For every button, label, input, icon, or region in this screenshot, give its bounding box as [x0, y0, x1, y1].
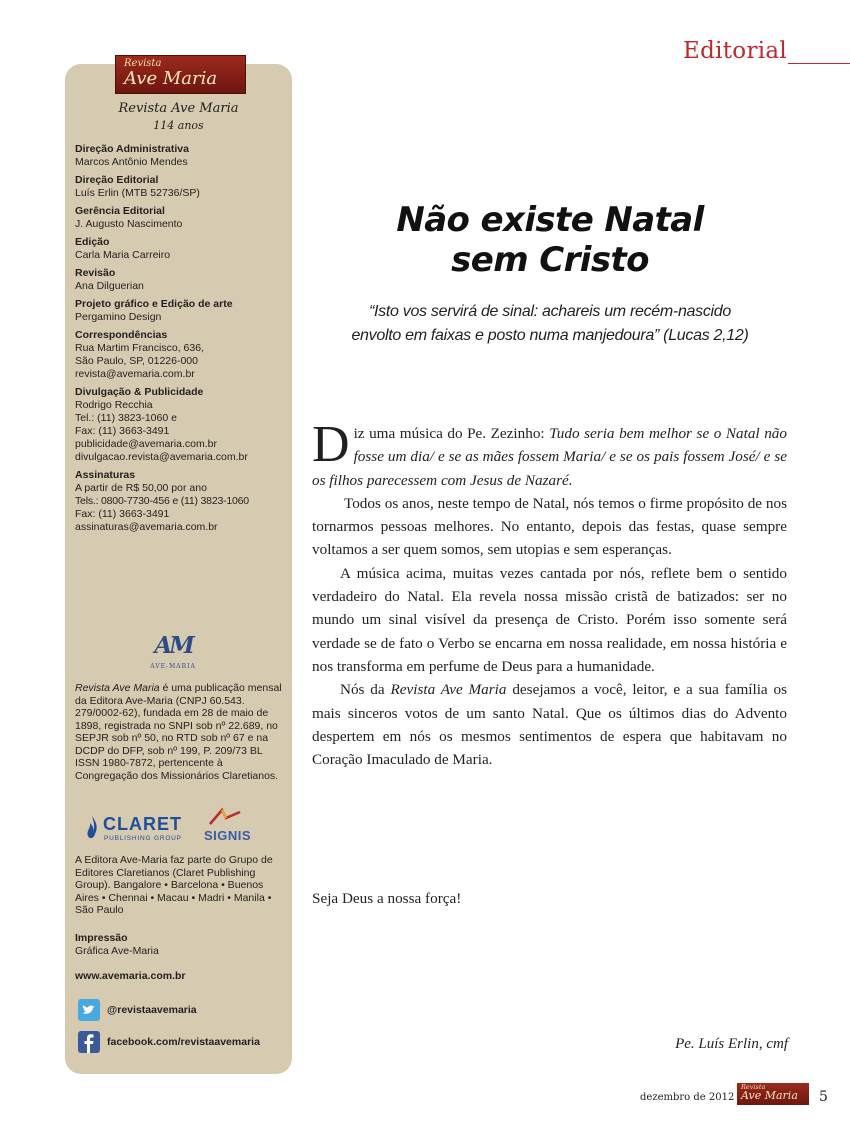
- publisher-logo-caption: AVE-MARIA: [150, 663, 196, 670]
- paragraph: A música acima, muitas vezes cantada por nós, reflete bem o sentido verdadeiro do Natal. Ela revela nossa missão cristã de batizados: ser no mundo um sinal visível da presença de Cristo. Porém isso somente será verdade se de fato o Verbo se encarna em nossa realidade, em nossa história e nos transforma em perfume de Deus para a humanidade.: [312, 564, 787, 675]
- publication-note-title: Revista Ave Maria: [75, 682, 160, 694]
- paragraph-text: Nós da: [340, 681, 391, 699]
- credit-title: Direção Administrativa: [75, 143, 189, 155]
- credit-block: [75, 174, 290, 200]
- twitter-link[interactable]: [78, 999, 197, 1021]
- epigraph-line: envolto em faixas e posto numa manjedoura” (Lucas 2,12): [351, 327, 749, 344]
- publication-note-text: é uma publicação mensal da Editora Ave-Maria (CNPJ 60.543. 279/0002-62), fundada em 28 de maio de 1898, registrada no SNPI sob nº 22.689, no SEPJR sob nº 50, no RTD sob nº 67 e na DCDP do DFP, sob nº 199, P. 209/73 BL ISSN 1980-7872, pertencente à Congregação dos Missionários Claretianos.: [75, 682, 282, 782]
- article-epigraph: [310, 300, 790, 348]
- author-signature: Pe. Luís Erlin, cmf: [675, 1036, 788, 1052]
- signis-logo-text: SIGNIS: [204, 828, 252, 843]
- credit-title: Gerência Editorial: [75, 205, 165, 217]
- publication-note: [75, 682, 287, 782]
- facebook-icon: [78, 1031, 100, 1053]
- credit-block: [75, 267, 290, 293]
- magazine-logo: [115, 55, 246, 94]
- credit-block: [75, 143, 290, 169]
- flame-icon: [83, 814, 101, 844]
- printing-title: Impressão: [75, 932, 128, 944]
- credit-block: [75, 329, 290, 381]
- credit-line: assinaturas@avemaria.com.br: [75, 521, 218, 533]
- credit-line: São Paulo, SP, 01226-000: [75, 355, 198, 367]
- credit-line: A partir de R$ 50,00 por ano: [75, 482, 207, 494]
- credit-line: Carla Maria Carreiro: [75, 249, 171, 261]
- claret-logo-subtext: PUBLISHING GROUP: [104, 835, 182, 842]
- article-body: [312, 416, 788, 771]
- printing-info: [75, 932, 287, 958]
- paragraph: [312, 678, 787, 771]
- headline-line: sem Cristo: [451, 240, 649, 280]
- credit-line: Rua Martim Francisco, 636,: [75, 342, 204, 354]
- footer-date: dezembro de 2012: [640, 1092, 735, 1103]
- credit-title: Edição: [75, 236, 110, 248]
- footer-logo-big-text: Ave Maria: [741, 1089, 798, 1102]
- credit-block: [75, 298, 290, 324]
- section-label: Editorial: [683, 38, 788, 64]
- paragraph-quote: Tudo seria bem melhor se o Natal não fosse um dia/ e se as mães fossem Maria/ e se os pais fossem José/ e se os filhos parecessem com Jesus de Nazaré.: [312, 425, 787, 489]
- credit-line: revista@avemaria.com.br: [75, 368, 195, 380]
- epigraph-line: “Isto vos servirá de sinal: achareis um recém-nascido: [368, 303, 732, 320]
- credit-line: J. Augusto Nascimento: [75, 218, 183, 230]
- claret-logo-text: CLARET: [103, 814, 182, 834]
- footer-logo-small-text: Revista: [741, 1083, 766, 1091]
- claret-logo: [83, 814, 183, 846]
- publisher-logo: AM: [154, 632, 192, 659]
- facebook-link[interactable]: [78, 1031, 260, 1053]
- credit-block: [75, 386, 290, 464]
- credit-line: Fax: (11) 3663-3491: [75, 508, 170, 520]
- article-headline: [380, 200, 720, 280]
- paragraph-text: desejamos a você, leitor, e a sua família os mais sinceros votos de um santo Natal. Que os últimos dias do Advento despertem em nós os mesmos sentimentos de espera que habitavam no Coração Imaculado de Maria.: [312, 681, 788, 769]
- credit-block: [75, 205, 290, 231]
- credit-line: Tels.: 0800-7730-456 e (11) 3823-1060: [75, 495, 249, 507]
- credit-block: [75, 469, 290, 534]
- logo-big-text: Ave Maria: [124, 68, 218, 89]
- credit-line: Luís Erlin (MTB 52736/SP): [75, 187, 200, 199]
- credits-list: [75, 143, 290, 539]
- group-note: A Editora Ave-Maria faz parte do Grupo de Editores Claretianos (Claret Publishing Group). Bangalore • Barcelona • Buenos Aires • Chennai • Macau • Madri • Manila • São Paulo: [75, 854, 273, 916]
- twitter-icon: [78, 999, 100, 1021]
- printing-value: Gráfica Ave-Maria: [75, 945, 159, 957]
- headline-line: Não existe Natal: [396, 200, 704, 240]
- signis-mark-icon: [206, 806, 256, 828]
- credit-title: Correspondências: [75, 329, 168, 341]
- credit-line: Marcos Antônio Mendes: [75, 156, 188, 168]
- paragraph-emphasis: Revista Ave Maria: [390, 681, 507, 699]
- credit-title: Divulgação & Publicidade: [75, 386, 204, 398]
- credit-line: Fax: (11) 3663-3491: [75, 425, 170, 437]
- section-rule: [788, 63, 850, 64]
- paragraph: [312, 416, 787, 492]
- credit-title: Revisão: [75, 267, 116, 279]
- facebook-url: facebook.com/revistaavemaria: [107, 1036, 260, 1048]
- credit-line: Rodrigo Recchia: [75, 399, 153, 411]
- page-number: 5: [819, 1089, 828, 1105]
- masthead-title: Revista Ave Maria: [118, 101, 239, 116]
- credit-title: Direção Editorial: [75, 174, 159, 186]
- website-link[interactable]: www.avemaria.com.br: [75, 970, 186, 982]
- masthead-years: 114 anos: [153, 119, 204, 132]
- logo-small-text: Revista: [124, 58, 162, 69]
- paragraph-text: iz uma música do Pe. Zezinho:: [353, 425, 550, 442]
- credit-line: Pergamino Design: [75, 311, 162, 323]
- drop-cap: D: [312, 416, 350, 473]
- credit-line: Ana Dilguerian: [75, 280, 144, 292]
- closing-line: Seja Deus a nossa força!: [312, 890, 462, 907]
- credit-title: Projeto gráfico e Edição de arte: [75, 298, 233, 310]
- credit-block: [75, 236, 290, 262]
- paragraph: Todos os anos, neste tempo de Natal, nós temos o firme propósito de nos tornarmos pessoas melhores. No entanto, depois das festas, quase sempre voltamos a ser quem somos, sem utopias e sem esperanças.: [312, 494, 787, 559]
- credit-line: publicidade@avemaria.com.br: [75, 438, 217, 450]
- twitter-handle: @revistaavemaria: [107, 1004, 197, 1016]
- footer-logo: [737, 1083, 809, 1105]
- credit-line: Tel.: (11) 3823-1060 e: [75, 412, 177, 424]
- credit-line: divulgacao.revista@avemaria.com.br: [75, 451, 248, 463]
- credit-title: Assinaturas: [75, 469, 136, 481]
- signis-logo: [202, 806, 262, 846]
